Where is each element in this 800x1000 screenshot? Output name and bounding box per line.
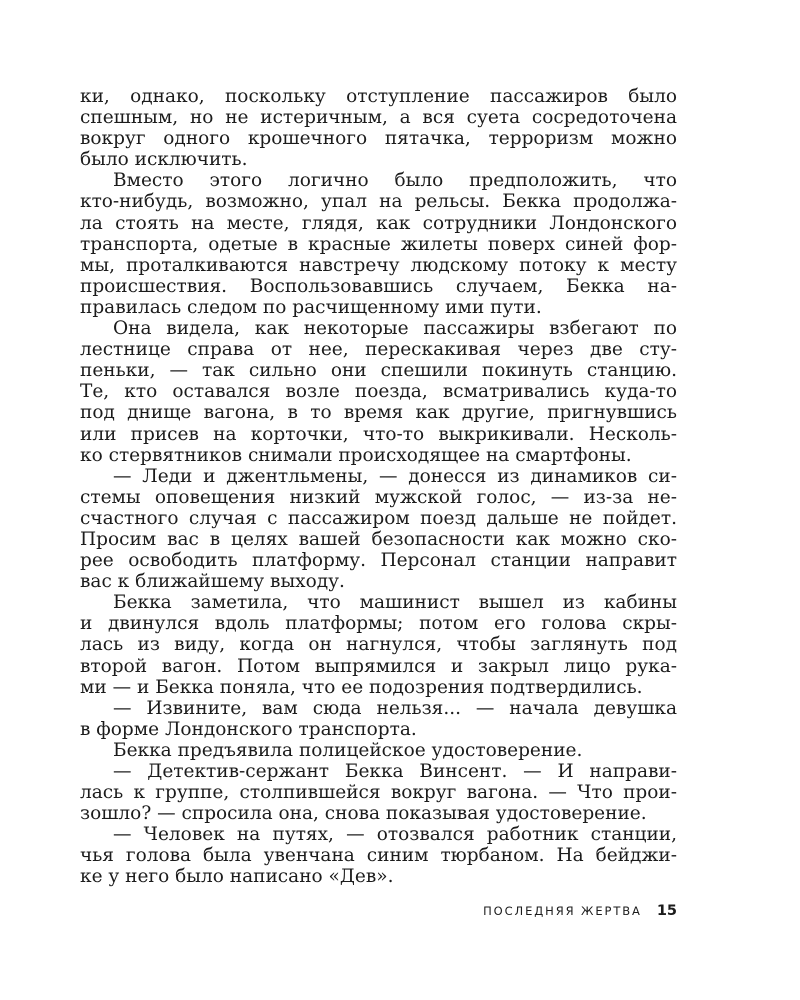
text-line: пеньки, — так сильно они спешили покинуть станцию.: [80, 360, 677, 382]
text-line: ки, однако, поскольку отступление пассажиров было: [80, 86, 677, 107]
text-line: спешным, но не истеричным, а вся суета сосредоточена: [80, 107, 677, 129]
text-line: было исключить.: [80, 149, 248, 171]
text-line: транспорта, одетые в красные жилеты поверх синей фор-: [80, 233, 677, 255]
text-line: Просим вас в целях вашей безопасности как можно ско-: [80, 528, 677, 550]
page-number: 15: [656, 903, 677, 919]
body-text: [80, 86, 677, 888]
text-line: Она видела, как некоторые пассажиры взбегают по: [113, 318, 677, 340]
text-line: — Человек на путях, — отозвался работник станции,: [113, 824, 677, 846]
text-line: и двинулся вдоль платформы; потом его голова скры-: [80, 613, 677, 635]
text-line: правилась следом по расчищенному ими пути.: [80, 296, 542, 318]
text-line: — Детектив-сержант Бекка Винсент. — И направи-: [113, 761, 677, 782]
text-line: ла стоять на месте, глядя, как сотрудники Лондонского: [80, 212, 677, 234]
text-line: лась из виду, когда он нагнулся, чтобы заглянуть под: [80, 634, 677, 656]
text-line: Те, кто оставался возле поезда, всматривались куда-то: [80, 381, 677, 403]
text-line: под днище вагона, в то время как другие, пригнувшись: [80, 402, 677, 424]
text-line: — Извините, вам сюда нельзя... — начала девушка: [113, 697, 677, 719]
paragraph: [80, 740, 677, 761]
paragraph: [80, 86, 677, 170]
running-title: ПОСЛЕДНЯЯ ЖЕРТВА: [483, 904, 642, 918]
text-line: происшествия. Воспользовавшись случаем, Бекка на-: [80, 275, 677, 297]
text-line: или присев на корточки, что-то выкрикивали. Несколь-: [80, 423, 677, 445]
text-line: ко стервятников снимали происходящее на смартфоны.: [80, 444, 632, 466]
paragraph: [80, 761, 677, 824]
paragraph: [80, 824, 677, 887]
text-line: ми — и Бекка поняла, что ее подозрения подтвердились.: [80, 676, 643, 698]
text-line: Бекка заметила, что машинист вышел из кабины: [113, 592, 677, 614]
paragraph: [80, 698, 677, 740]
text-line: счастного случая с пассажиром поезд дальше не пойдет.: [80, 507, 677, 529]
text-line: ке у него было написано «Дев».: [80, 866, 394, 888]
text-line: второй вагон. Потом выпрямился и закрыл лицо рука-: [80, 655, 677, 677]
text-line: стемы оповещения низкий мужской голос, — из-за не-: [80, 486, 677, 508]
text-line: — Леди и джентльмены, — донесся из динамиков си-: [113, 465, 677, 487]
page-footer: [483, 903, 677, 919]
paragraph: [80, 170, 677, 318]
text-line: лестнице справа от нее, перескакивая через две сту-: [80, 339, 677, 361]
text-line: рее освободить платформу. Персонал станции направит: [80, 550, 677, 572]
paragraph: [80, 592, 677, 697]
text-line: Бекка предъявила полицейское удостоверение.: [113, 739, 583, 761]
text-line: зошло? — спросила она, снова показывая удостоверение.: [80, 803, 647, 825]
text-line: чья голова была увенчана синим тюрбаном. На бейджи-: [80, 845, 677, 867]
text-line: лась к группе, столпившейся вокруг вагона. — Что прои-: [80, 782, 677, 804]
paragraph: [80, 318, 677, 466]
paragraph: [80, 466, 677, 593]
text-line: кто-нибудь, возможно, упал на рельсы. Бекка продолжа-: [80, 191, 677, 213]
text-line: вас к ближайшему выходу.: [80, 571, 345, 593]
text-line: мы, проталкиваются навстречу людскому потоку к месту: [80, 254, 677, 276]
text-line: в форме Лондонского транспорта.: [80, 718, 417, 740]
text-line: вокруг одного крошечного пятачка, терроризм можно: [80, 128, 677, 150]
text-line: Вместо этого логично было предположить, что: [113, 170, 677, 192]
